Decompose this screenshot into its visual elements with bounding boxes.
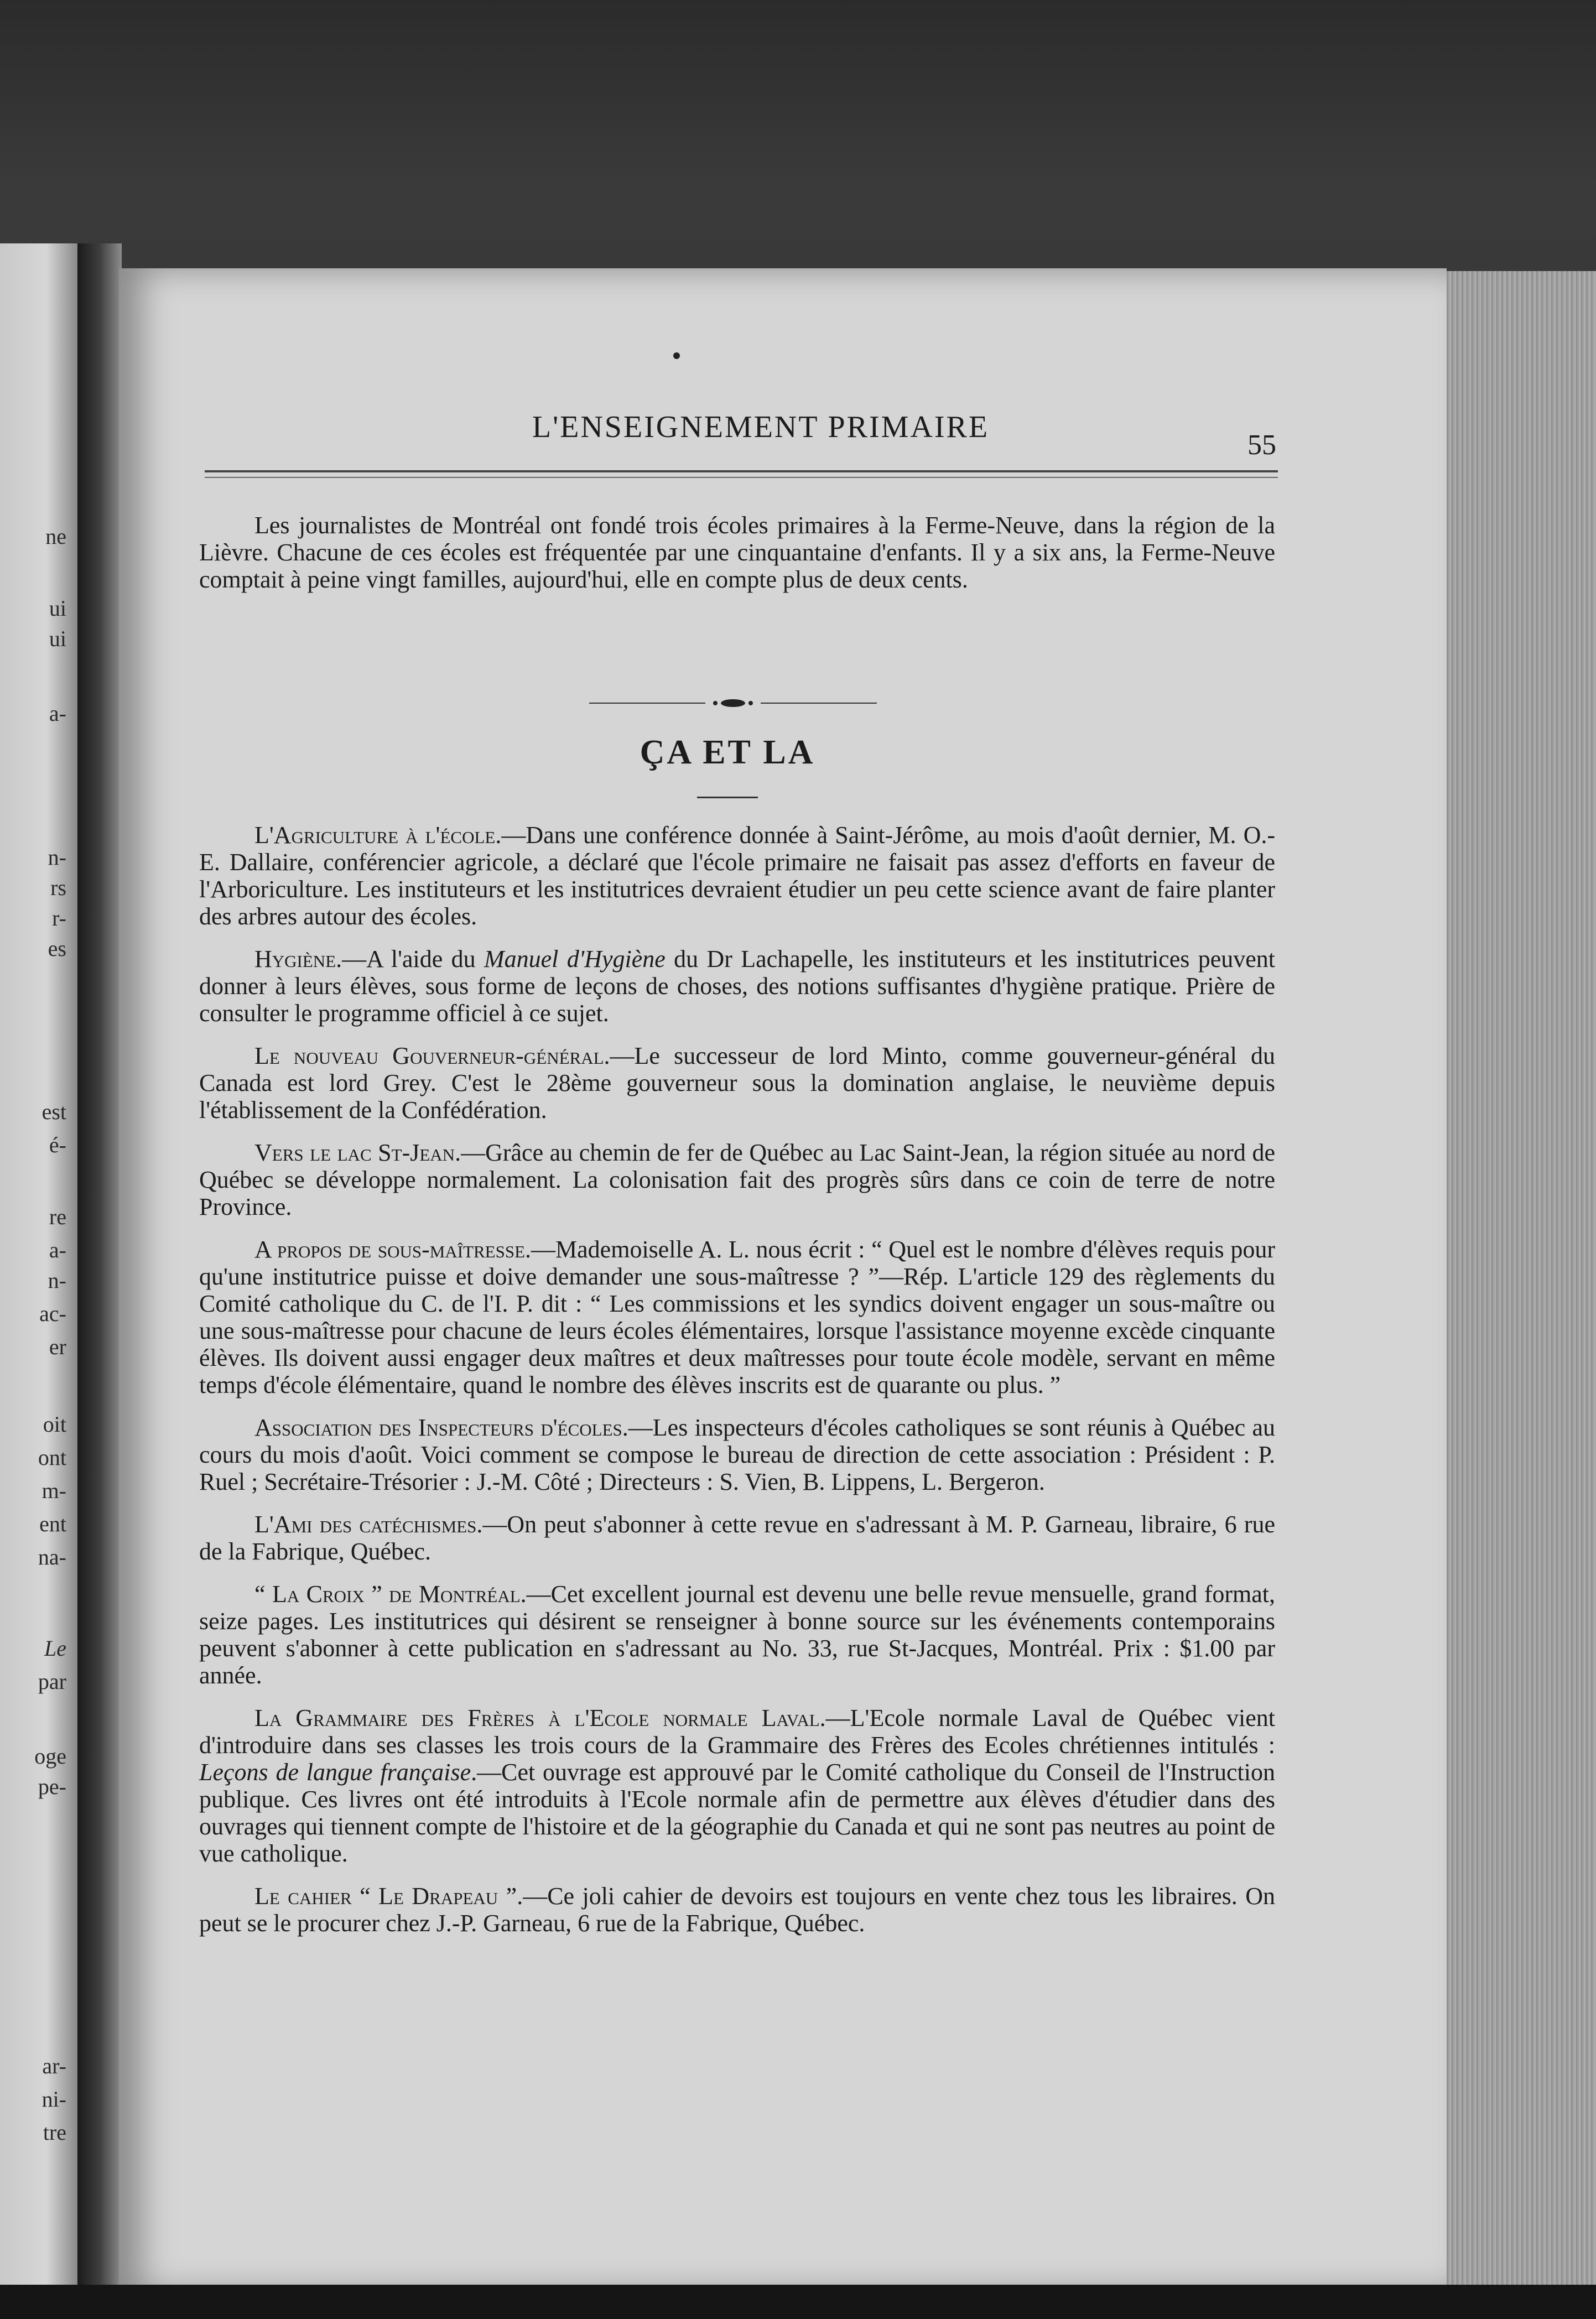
entry-hygiene (199, 945, 1275, 1027)
entry-text: .—Cet ouvrage est approuvé par le Comité catholique du Conseil de l'Instruction publique. Ces livres ont été introduits à l'Ecole normale afin de permettre aux élèves d'étudier dans des ouvrages qui tiennent compte de l'histoire et de la géographie du Canada et qui ne sont pas neutres au point de vue catholique. (199, 1759, 1275, 1867)
entry-grammaire (199, 1704, 1275, 1867)
entry-italic-title: Leçons de langue française (199, 1759, 471, 1786)
left-text-fragment: pe- (38, 1774, 66, 1799)
left-text-fragment: tre (43, 2120, 66, 2145)
left-text-fragment: Le (44, 1636, 66, 1661)
entry-heading: La Grammaire des Frères à l'Ecole normale Laval. (254, 1704, 826, 1732)
entry-heading: L'Agriculture à l'école. (254, 821, 502, 849)
left-text-fragment: oge (34, 1744, 66, 1769)
ink-dot (673, 352, 680, 359)
entry-agriculture (199, 821, 1275, 930)
left-text-fragment: est (41, 1099, 66, 1124)
left-text-fragment: n- (48, 845, 66, 870)
left-text-fragment: r- (52, 906, 66, 930)
entry-heading: Association des Inspecteurs d'écoles. (254, 1414, 628, 1441)
entry-sous-maitresse (199, 1236, 1275, 1398)
entry-text: —L'Ecole normale Laval de Québec vient d'introduire dans ses classes les trois cours de la Grammaire des Frères des Ecoles chrétiennes intitulés : (199, 1704, 1275, 1759)
page-number: 55 (1247, 429, 1276, 461)
entry-text: —Le successeur de lord Minto, comme gouverneur-général du Canada est lord Grey. C'est le 28ème gouverneur sous la domination anglaise, le neuvième depuis l'établissement de la Confédération. (199, 1042, 1275, 1124)
entry-heading: “ La Croix ” de Montréal. (254, 1580, 527, 1608)
book-page (119, 268, 1447, 2293)
entry-text: —Ce joli cahier de devoirs est toujours en vente chez tous les libraires. On peut se le procurer chez J.-P. Garneau, 6 rue de la Fabrique, Québec. (199, 1883, 1275, 1937)
left-text-fragment: oit (43, 1412, 66, 1437)
header-rule (205, 470, 1278, 472)
entry-italic-title: Manuel d'Hygiène (484, 945, 666, 973)
entry-heading: L'Ami des catéchismes. (254, 1511, 483, 1538)
left-text-fragment: ac- (39, 1301, 66, 1326)
news-entries (199, 821, 1275, 1952)
header-rule-thin (205, 477, 1278, 478)
left-text-fragment: par (38, 1669, 66, 1694)
entry-heading: A propos de sous-maîtresse. (254, 1236, 532, 1263)
page-edges (1444, 271, 1596, 2285)
left-text-fragment: ent (39, 1511, 66, 1536)
left-text-fragment: ni- (41, 2087, 66, 2112)
entry-inspecteurs (199, 1414, 1275, 1495)
entry-catechismes (199, 1511, 1275, 1565)
left-text-fragment: er (49, 1334, 66, 1359)
entry-drapeau (199, 1883, 1275, 1937)
intro-paragraph (199, 512, 1275, 593)
left-text-fragment: re (49, 1204, 66, 1229)
bottom-shadow (0, 2285, 1596, 2319)
entry-heading: Le cahier “ Le Drapeau ”. (254, 1883, 523, 1910)
left-text-fragment: ne (45, 524, 66, 549)
entry-heading: Le nouveau Gouverneur-général. (254, 1042, 610, 1069)
left-text-fragment: na- (38, 1545, 66, 1569)
intro-text: Les journalistes de Montréal ont fondé trois écoles primaires à la Ferme-Neuve, dans la région de la Lièvre. Chacune de ces écoles est fréquentée par une cinquantaine d'enfants. Il y a six ans, la Ferme-Neuve comptait à peine vingt familles, aujourd'hui, elle en compte plus de deux cents. (199, 512, 1275, 593)
entry-heading: Hygiène. (254, 945, 342, 973)
left-text-fragment: ui (49, 626, 66, 651)
running-head: L'ENSEIGNEMENT PRIMAIRE (532, 410, 990, 444)
entry-text: —A l'aide du (342, 945, 484, 973)
left-text-fragment: m- (41, 1478, 66, 1503)
left-text-fragment: a- (49, 1238, 66, 1262)
left-text-fragment: es (48, 936, 66, 961)
entry-text: —Cet excellent journal est devenu une belle revue mensuelle, grand format, seize pages. Les institutrices qui désirent se renseigner à bonne source sur les événements contemporains peuvent s'abonner à cette publication en s'adressant au No. 33, rue St-Jacques, Montréal. Prix : $1.00 par année. (199, 1580, 1275, 1689)
ornament-divider (589, 698, 877, 709)
entry-text: —Les inspecteurs d'écoles catholiques se sont réunis à Québec au cours du mois d'août. Voici comment se compose le bureau de direction de cette association : Président : P. Ruel ; Secrétaire-Trésorier : J.-M. Côté ; Directeurs : S. Vien, B. Lippens, L. Bergeron. (199, 1414, 1275, 1495)
entry-heading: Vers le lac St-Jean. (254, 1139, 461, 1166)
entry-text: —On peut s'abonner à cette revue en s'adressant à M. P. Garneau, libraire, 6 rue de la Fabrique, Québec. (199, 1511, 1275, 1565)
left-text-fragment: n- (48, 1268, 66, 1293)
left-text-fragment: ont (38, 1445, 66, 1470)
entry-text: —Grâce au chemin de fer de Québec au Lac Saint-Jean, la région située au nord de Québec se développe normalement. La colonisation fait des progrès sûrs dans ce coin de terre de notre Province. (199, 1139, 1275, 1220)
section-title: ÇA ET LA (640, 734, 815, 771)
entry-la-croix (199, 1580, 1275, 1689)
left-text-fragment: é- (49, 1132, 66, 1157)
left-text-fragment: a- (49, 701, 66, 726)
entry-text: —Dans une conférence donnée à Saint-Jérôme, au mois d'août dernier, M. O.-E. Dallaire, conférencier agricole, a déclaré que l'école primaire ne faisait pas assez d'efforts en faveur de l'Arboriculture. Les instituteurs et les institutrices devraient étudier un peu cette science avant de faire planter des arbres autour des écoles. (199, 821, 1275, 930)
entry-lac-st-jean (199, 1139, 1275, 1220)
left-page-fragment (0, 243, 77, 2290)
left-text-fragment: ui (49, 596, 66, 621)
entry-governor (199, 1042, 1275, 1124)
title-rule (697, 797, 758, 798)
left-text-fragment: ar- (42, 2053, 66, 2078)
book-gutter (77, 243, 122, 2290)
entry-text: du Dr Lachapelle, les instituteurs et les institutrices peuvent donner à leurs élèves, sous forme de leçons de choses, des notions suffisantes d'hygiène pratique. Prière de consulter le programme officiel à ce sujet. (199, 945, 1276, 1027)
left-text-fragment: rs (50, 875, 66, 900)
entry-text: —Mademoiselle A. L. nous écrit : “ Quel est le nombre d'élèves requis pour qu'une institutrice puisse et doive demander une sous-maîtresse ? ”—Rép. L'article 129 des règlements du Comité catholique du C. de l'I. P. dit : “ Les commissions et les syndics doivent engager un sous-maître ou une sous-maîtresse pour chacune de leurs écoles élémentaires, lorsque l'assistance moyenne excède cinquante élèves. Ils doivent aussi engager deux maîtres et deux maîtresses pour toute école modèle, servant en même temps d'école élémentaire, quand le nombre des élèves inscrits est de quarante ou plus. ” (199, 1236, 1275, 1398)
